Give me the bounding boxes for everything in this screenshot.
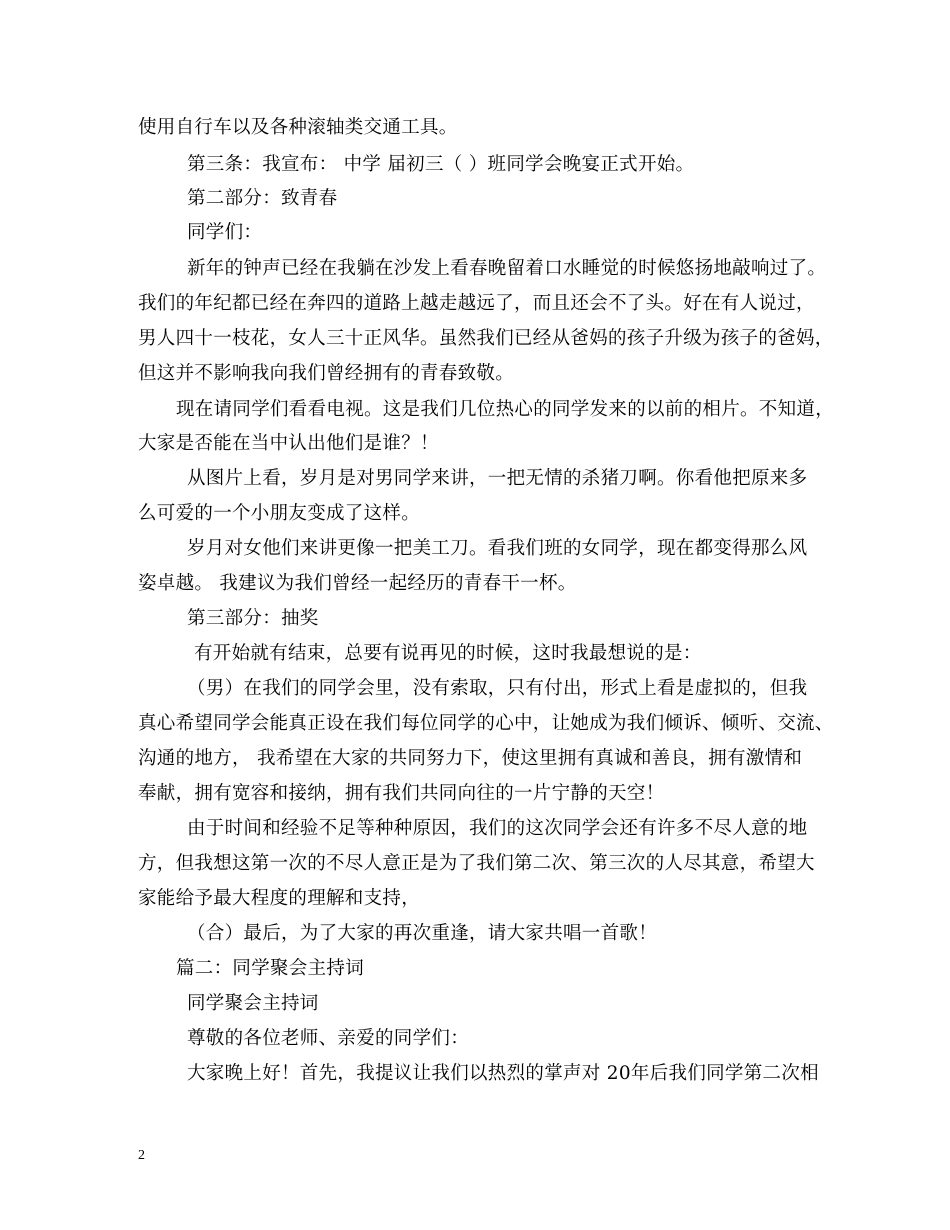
text-line: 男人四十一枝花，女人三十正风华。虽然我们已经从爸妈的孩子升级为孩子的爸妈，	[138, 328, 834, 349]
text-line: 真心希望同学会能真正设在我们每位同学的心中，让她成为我们倾诉、倾听、交流、	[138, 713, 834, 734]
section-heading: 篇二：同学聚会主持词	[176, 958, 365, 979]
text-line: 同学们：	[187, 222, 263, 243]
text-line: 家能给予最大程度的理解和支持，	[138, 888, 421, 909]
section-heading: 第三部分：抽奖	[187, 608, 319, 629]
text-line: 尊敬的各位老师、亲爱的同学们：	[187, 1028, 470, 1049]
text-line: 么可爱的一个小朋友变成了这样。	[138, 503, 421, 524]
text-line: 现在请同学们看看电视。这是我们几位热心的同学发来的以前的相片。不知道，	[176, 399, 835, 420]
text-line: 岁月对女他们来讲更像一把美工刀。看我们班的女同学，现在都变得那么风	[187, 538, 808, 559]
text-line: 姿卓越。 我建议为我们曾经一起经历的青春干一杯。	[138, 573, 577, 594]
text-line: （合）最后，为了大家的再次重逢，请大家共唱一首歌！	[187, 923, 658, 944]
text-line: （男）在我们的同学会里，没有索取，只有付出，形式上看是虚拟的，但我	[187, 678, 808, 699]
text-line: 同学聚会主持词	[187, 993, 319, 1014]
text-line: 大家晚上好！首先，我提议让我们以热烈的掌声对 20年后我们同学第二次相	[187, 1063, 819, 1084]
text-line: 由于时间和经验不足等种种原因，我们的这次同学会还有许多不尽人意的地	[187, 818, 808, 839]
text-line: 新年的钟声已经在我躺在沙发上看春晚留着口水睡觉的时候悠扬地敲响过了。	[187, 258, 827, 279]
text-line: 从图片上看，岁月是对男同学来讲，一把无情的杀猪刀啊。你看他把原来多	[187, 468, 808, 489]
page-number: 2	[138, 1148, 145, 1163]
text-line: 大家是否能在当中认出他们是谁？！	[138, 433, 439, 454]
text-line: 方，但我想这第一次的不尽人意正是为了我们第二次、第三次的人尽其意，希望大	[138, 853, 815, 874]
text-line: 使用自行车以及各种滚轴类交通工具。	[138, 117, 458, 138]
text-line: 有开始就有结束，总要有说再见的时候，这时我最想说的是：	[194, 643, 702, 664]
section-heading: 第二部分：致青春	[187, 188, 338, 209]
text-line: 奉献，拥有宽容和接纳，拥有我们共同向往的一片宁静的天空！	[138, 783, 665, 804]
text-line: 我们的年纪都已经在奔四的道路上越走越远了，而且还会不了头。好在有人说过，	[138, 293, 815, 314]
text-line: 但这并不影响我向我们曾经拥有的青春致敬。	[138, 363, 515, 384]
text-line: 沟通的地方， 我希望在大家的共同努力下，使这里拥有真诚和善良，拥有激情和	[138, 748, 803, 769]
text-line: 第三条：我宣布： 中学 届初三（ ）班同学会晚宴正式开始。	[187, 154, 695, 175]
